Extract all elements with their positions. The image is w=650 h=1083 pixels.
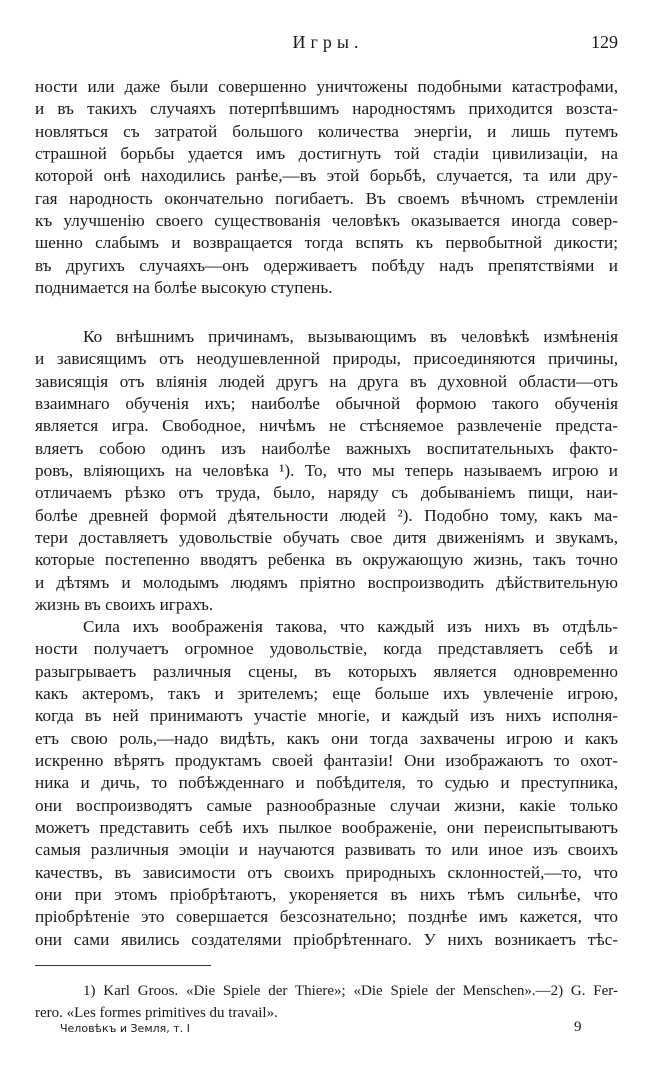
text-line: въ другихъ случаяхъ—онъ одерживаетъ побѣду надъ препятствіями и: [35, 255, 618, 275]
signature-sheet-number: 9: [574, 1019, 582, 1035]
text-line: къ улучшенію своего существованія человѣкъ оказывается иногда совер-: [35, 211, 618, 231]
text-line: етъ свою роль,—надо видѣть, какъ они тогда захвачены игрою и какъ: [35, 728, 618, 748]
text-line: болѣе древней формой дѣятельности людей ²). Подобно тому, какъ ма-: [35, 505, 618, 525]
text-line: страшной борьбы удается имъ достигнуть той стадіи цивилизаціи, на: [35, 144, 618, 164]
text-line: ника и дичь, то побѣжденнаго и побѣдителя, то судью и преступника,: [35, 773, 618, 793]
footnote-divider: [35, 965, 211, 966]
text-line: разыгрываетъ различныя сцены, въ которыхъ является одновременно: [35, 661, 618, 681]
footnote-line: rero. «Les formes primitives du travail».: [35, 1005, 278, 1021]
text-line: и зависящимъ отъ неодушевленной природы, присоединяются причины,: [35, 349, 618, 369]
text-line: вляетъ собою одинъ изъ наиболѣе важныхъ воспитательныхъ факто-: [35, 438, 618, 458]
page-number: 129: [591, 32, 618, 52]
text-line: пріобрѣтеніе это совершается безсознательно; позднѣе имъ кажется, что: [35, 907, 618, 927]
paragraph-3: [35, 616, 618, 951]
footnotes: [35, 980, 618, 1024]
running-title: Игры.: [292, 32, 364, 52]
text-line: зависящія отъ вліянія людей другъ на друга въ духовной области—отъ: [35, 371, 618, 391]
text-line: и въ такихъ случаяхъ потерпѣвшимъ народностямъ приходится возста-: [35, 99, 618, 119]
text-line: Сила ихъ воображенія такова, что каждый изъ нихъ въ отдѣль-: [83, 617, 618, 636]
text-line: взаимнаго обученія ихъ; наиболѣе обычной формою такого обученія: [35, 394, 618, 414]
text-line: которой онѣ находились ранѣе,—въ этой борьбѣ, случается, та или дру-: [35, 166, 618, 186]
text-line: ности или даже были совершенно уничтожены подобными катастрофами,: [35, 77, 618, 96]
text-line: гая народность окончательно погибаетъ. Въ своемъ вѣчномъ стремленіи: [35, 188, 618, 208]
text-line: отличаемъ рѣзко отъ труда, было, наряду съ добываніемъ пищи, наи-: [35, 483, 618, 503]
text-line: искренно вѣрятъ продуктамъ своей фантазіи! Они изображаютъ то охот-: [35, 751, 618, 771]
text-line: какъ актеромъ, такъ и зрителемъ; еще больше ихъ увлеченіе игрою,: [35, 684, 618, 704]
text-line: самыя различныя эмоціи и научаются развивать то или иное изъ своихъ: [35, 840, 618, 860]
text-line: новляться съ затратой большого количества энергіи, и лишь путемъ: [35, 121, 618, 141]
text-line: является игра. Свободное, ничѣмъ не стѣсняемое развлеченіе предста-: [35, 416, 618, 436]
text-line: Ко внѣшнимъ причинамъ, вызывающимъ въ человѣкѣ измѣненія: [83, 327, 618, 346]
paragraph-2: [35, 326, 618, 616]
text-line: тери доставляетъ удовольствіе обучать свое дитя движеніямъ и звукамъ,: [35, 528, 618, 548]
text-line: можетъ представить себѣ ихъ пылкое воображеніе, они переиспытываютъ: [35, 818, 618, 838]
paragraph-1: [35, 76, 618, 299]
text-line: качествъ, въ зависимости отъ своихъ природныхъ склонностей,—то, что: [35, 862, 618, 882]
text-line: которые постепенно вводятъ ребенка въ окружающую жизнь, такъ точно: [35, 550, 618, 570]
footnote-line: 1) Karl Groos. «Die Spiele der Thiere»; «Die Spiele der Menschen».—2) G. Fer-: [83, 983, 618, 999]
text-line: шенно слабымъ и возвращается тогда вспять къ первобытной дикости;: [35, 233, 618, 253]
text-line: когда въ ней принимаютъ участіе многіе, и каждый изъ нихъ исполня-: [35, 706, 618, 726]
text-line: жизнь въ своихъ играхъ.: [35, 595, 214, 615]
text-line: они воспроизводятъ самые разнообразные случаи жизни, какіе только: [35, 795, 618, 815]
text-line: ровъ, вліяющихъ на человѣка ¹). То, что мы теперь называемъ игрою и: [35, 461, 618, 481]
signature-mark: Человѣкъ и Земля, т. I: [60, 1022, 190, 1035]
text-line: они при этомъ пріобрѣтаютъ, укореняется въ нихъ тѣмъ сильнѣе, что: [35, 885, 618, 905]
text-line: и дѣтямъ и молодымъ людямъ пріятно воспроизводить дѣйствительную: [35, 572, 618, 592]
text-line: ности получаетъ огромное удовольствіе, когда представляетъ себѣ и: [35, 639, 618, 659]
text-line: они сами явились создателями пріобрѣтеннаго. У нихъ возникаетъ тѣс-: [35, 929, 618, 949]
text-line: поднимается на болѣе высокую ступень.: [35, 278, 333, 298]
